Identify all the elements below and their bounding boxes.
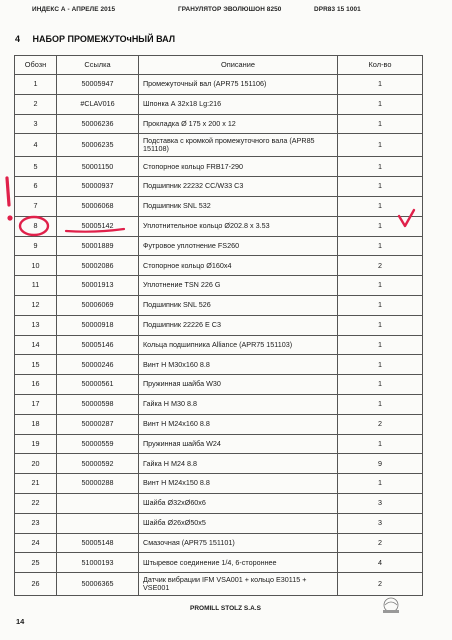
cell-ref: 50000559: [57, 434, 139, 454]
cell-qty: 1: [338, 177, 423, 197]
cell-ref: 50000918: [57, 315, 139, 335]
header-docref: DPR83 15 1001: [314, 6, 361, 13]
cell-ref: 50005148: [57, 533, 139, 553]
cell-ref: 50000288: [57, 474, 139, 494]
cell-ref: 50005142: [57, 216, 139, 236]
table-row: [15, 177, 423, 197]
cell-ref: 50005947: [57, 75, 139, 95]
cell-qty: 1: [338, 355, 423, 375]
footer-company: PROMILL STOLZ S.A.S: [190, 605, 261, 612]
cell-ref: 50000937: [57, 177, 139, 197]
table-row: [15, 355, 423, 375]
table-row: [15, 94, 423, 114]
cell-desc: Датчик вибрации IFM VSA001 + кольцо E30115 + VSE001: [139, 573, 338, 596]
cell-pos: 6: [15, 177, 57, 197]
cell-desc: Смазочная (APR75 151101): [139, 533, 338, 553]
cell-desc: Промежуточный вал (APR75 151106): [139, 75, 338, 95]
cell-desc: Уплотнение TSN 226 G: [139, 276, 338, 296]
table-row: [15, 493, 423, 513]
section-title: [15, 34, 175, 44]
cell-ref: 50000561: [57, 375, 139, 395]
cell-pos: 12: [15, 295, 57, 315]
cell-ref: 50002086: [57, 256, 139, 276]
cell-ref: 50006236: [57, 114, 139, 134]
cell-desc: Шайба Ø26xØ50x5: [139, 513, 338, 533]
table-row: [15, 196, 423, 216]
cell-desc: Подставка с кромкой промежуточного вала (APR85 151108): [139, 134, 338, 157]
cell-desc: Стопорное кольцо Ø160x4: [139, 256, 338, 276]
cell-pos: 19: [15, 434, 57, 454]
table-row: [15, 434, 423, 454]
table-row: [15, 75, 423, 95]
cell-desc: Пружинная шайба W30: [139, 375, 338, 395]
cell-pos: 4: [15, 134, 57, 157]
cell-qty: 2: [338, 414, 423, 434]
cell-ref: 50001150: [57, 157, 139, 177]
cell-desc: Уплотнительное кольцо Ø202.8 x 3.53: [139, 216, 338, 236]
cell-qty: 1: [338, 434, 423, 454]
cell-desc: Стопорное кольцо FRB17-290: [139, 157, 338, 177]
cell-desc: Футровое уплотнение FS260: [139, 236, 338, 256]
cell-ref: 50006068: [57, 196, 139, 216]
cell-pos: 2: [15, 94, 57, 114]
cell-ref: 50000592: [57, 454, 139, 474]
cell-pos: 16: [15, 375, 57, 395]
column-header-ref: Ссылка: [57, 56, 139, 75]
cell-pos: 15: [15, 355, 57, 375]
cell-qty: 2: [338, 573, 423, 596]
cell-qty: 1: [338, 335, 423, 355]
cell-pos: 9: [15, 236, 57, 256]
cell-desc: Гайка Н M24 8.8: [139, 454, 338, 474]
cell-qty: 1: [338, 196, 423, 216]
cell-desc: Подшипник 22226 E C3: [139, 315, 338, 335]
cell-qty: 1: [338, 114, 423, 134]
cell-pos: 18: [15, 414, 57, 434]
cell-desc: Прокладка Ø 175 x 200 x 12: [139, 114, 338, 134]
column-header-pos: Обозн: [15, 56, 57, 75]
table-row: [15, 454, 423, 474]
cell-ref: 50001889: [57, 236, 139, 256]
company-logo: [380, 597, 402, 615]
cell-ref: 50000287: [57, 414, 139, 434]
cell-qty: 3: [338, 513, 423, 533]
cell-ref: 50005146: [57, 335, 139, 355]
cell-qty: 1: [338, 315, 423, 335]
cell-qty: 1: [338, 276, 423, 296]
cell-desc: Штыревое соединение 1/4, 6-стороннее: [139, 553, 338, 573]
table-row: [15, 375, 423, 395]
cell-qty: 1: [338, 216, 423, 236]
section-name: НАБОР ПРОМЕЖУТОчНЫЙ ВАЛ: [32, 34, 176, 44]
cell-qty: 3: [338, 493, 423, 513]
column-header-qty: Кол-во: [338, 56, 423, 75]
table-row: [15, 474, 423, 494]
cell-ref: 50000246: [57, 355, 139, 375]
table-row: [15, 157, 423, 177]
cell-desc: Винт Н M24x150 8.8: [139, 474, 338, 494]
cell-ref: 50006069: [57, 295, 139, 315]
cell-desc: Винт Н M24x160 8.8: [139, 414, 338, 434]
table-row: [15, 315, 423, 335]
header-index: ИНДЕКС А - АПРЕЛЕ 2015: [32, 6, 116, 13]
table-row: [15, 256, 423, 276]
table-row: [15, 216, 423, 236]
parts-table: [14, 55, 423, 596]
table-row: [15, 134, 423, 157]
cell-pos: 7: [15, 196, 57, 216]
cell-qty: 1: [338, 236, 423, 256]
cell-desc: Подшипник SNL 532: [139, 196, 338, 216]
cell-ref: #CLAV016: [57, 94, 139, 114]
cell-pos: 25: [15, 553, 57, 573]
exclamation-mark-annotation: [7, 178, 13, 221]
cell-qty: 4: [338, 553, 423, 573]
cell-pos: 26: [15, 573, 57, 596]
table-row: [15, 295, 423, 315]
header-machine: ГРАНУЛЯТОР ЭВОЛЮШОН 8250: [178, 6, 282, 13]
table-row: [15, 276, 423, 296]
cell-pos: 14: [15, 335, 57, 355]
column-header-desc: Описание: [139, 56, 338, 75]
cell-qty: 1: [338, 75, 423, 95]
cell-desc: Гайка Н M30 8.8: [139, 394, 338, 414]
table-row: [15, 414, 423, 434]
cell-pos: 8: [15, 216, 57, 236]
section-number: 4: [15, 34, 21, 44]
cell-pos: 17: [15, 394, 57, 414]
cell-pos: 10: [15, 256, 57, 276]
cell-pos: 24: [15, 533, 57, 553]
table-row: [15, 553, 423, 573]
cell-ref: [57, 493, 139, 513]
cell-pos: 5: [15, 157, 57, 177]
cell-qty: 2: [338, 256, 423, 276]
cell-qty: 1: [338, 474, 423, 494]
table-row: [15, 513, 423, 533]
cell-desc: Шайба Ø32xØ60x6: [139, 493, 338, 513]
table-header-row: [15, 56, 423, 75]
cell-pos: 22: [15, 493, 57, 513]
cell-ref: [57, 513, 139, 533]
cell-desc: Подшипник 22232 CC/W33 C3: [139, 177, 338, 197]
table-row: [15, 236, 423, 256]
table-row: [15, 573, 423, 596]
cell-ref: 50006235: [57, 134, 139, 157]
cell-desc: Винт Н M30x160 8.8: [139, 355, 338, 375]
cell-desc: Подшипник SNL 526: [139, 295, 338, 315]
cell-qty: 1: [338, 394, 423, 414]
cell-qty: 9: [338, 454, 423, 474]
cell-pos: 20: [15, 454, 57, 474]
cell-pos: 23: [15, 513, 57, 533]
cell-qty: 2: [338, 533, 423, 553]
table-row: [15, 533, 423, 553]
cell-pos: 3: [15, 114, 57, 134]
cell-qty: 1: [338, 94, 423, 114]
cell-pos: 21: [15, 474, 57, 494]
page-number: 14: [16, 617, 25, 626]
cell-pos: 13: [15, 315, 57, 335]
cell-ref: 50006365: [57, 573, 139, 596]
cell-ref: 50000598: [57, 394, 139, 414]
cell-ref: 50001913: [57, 276, 139, 296]
cell-pos: 11: [15, 276, 57, 296]
table-row: [15, 114, 423, 134]
cell-qty: 1: [338, 375, 423, 395]
table-row: [15, 394, 423, 414]
cell-ref: 51000193: [57, 553, 139, 573]
cell-desc: Шпонка А 32x18 Lg:216: [139, 94, 338, 114]
table-row: [15, 335, 423, 355]
cell-desc: Кольца подшипника Alliance (APR75 151103): [139, 335, 338, 355]
cell-pos: 1: [15, 75, 57, 95]
cell-qty: 1: [338, 295, 423, 315]
cell-qty: 1: [338, 157, 423, 177]
cell-desc: Пружинная шайба W24: [139, 434, 338, 454]
cell-qty: 1: [338, 134, 423, 157]
